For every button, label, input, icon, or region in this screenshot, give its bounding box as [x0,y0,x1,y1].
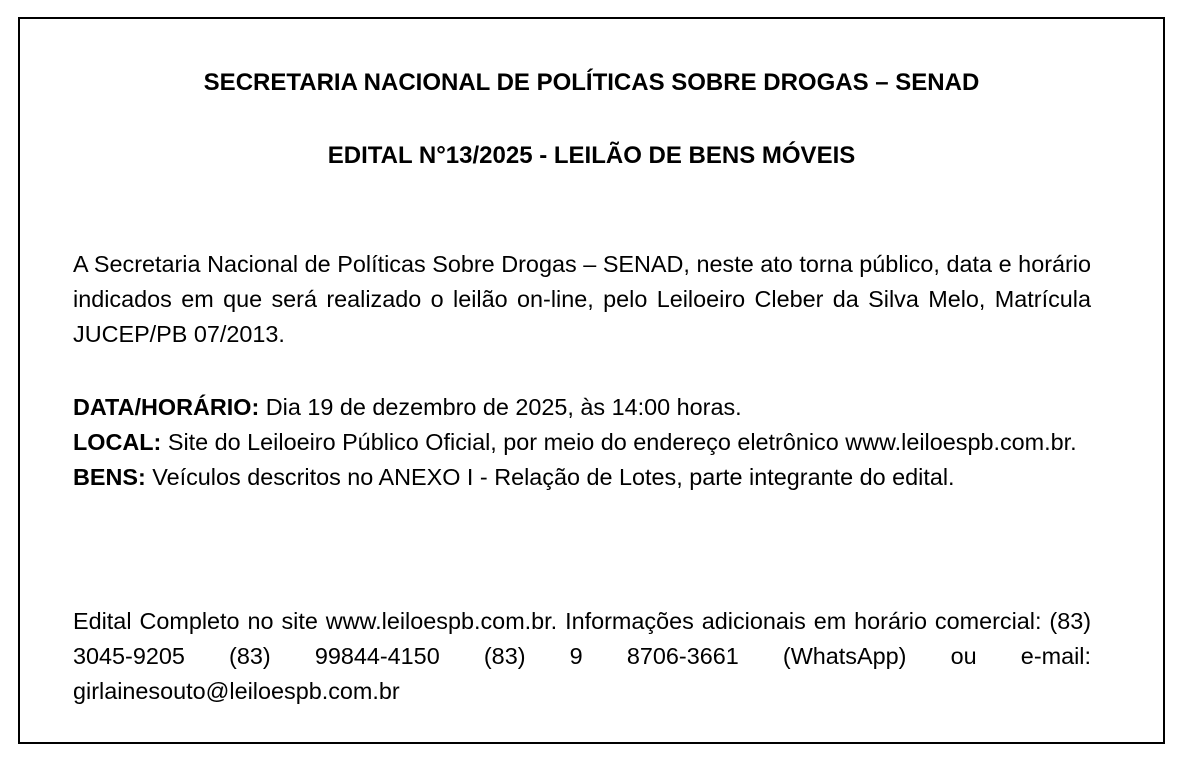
agency-title: SECRETARIA NACIONAL DE POLÍTICAS SOBRE DROGAS – SENAD [203,69,980,96]
edital-title: EDITAL N°13/2025 - LEILÃO DE BENS MÓVEIS [327,142,856,169]
intro-paragraph: A Secretaria Nacional de Políticas Sobre Drogas – SENAD, neste ato torna público, data e horário indicados em que será realizado o leilão on-line, pelo Leiloeiro Cleber da Silva Melo, Matrícula JUCEP/PB 07/2013. [73,251,1091,347]
contact-paragraph: Edital Completo no site www.leiloespb.com.br. Informações adicionais em horário comercial: (83) 3045-9205 (83) 99844-4150 (83) 9 8706-3661 (WhatsApp) ou e-mail: girlainesouto@leiloespb.com.br [73,608,1091,704]
datetime-line [73,390,1091,425]
bens-value: Veículos descritos no ANEXO I - Relação de Lotes, parte integrante do edital. [145,464,955,490]
bens-line [73,460,1091,495]
local-label: LOCAL: [73,429,162,455]
datetime-value: Dia 19 de dezembro de 2025, às 14:00 horas. [259,394,742,420]
local-line [73,425,1091,460]
notice-frame [18,17,1165,744]
bens-label: BENS: [73,464,146,490]
local-value: Site do Leiloeiro Público Oficial, por meio do endereço eletrônico www.leiloespb.com.br. [161,429,1077,455]
details-block [73,390,1091,495]
datetime-label: DATA/HORÁRIO: [73,394,260,420]
